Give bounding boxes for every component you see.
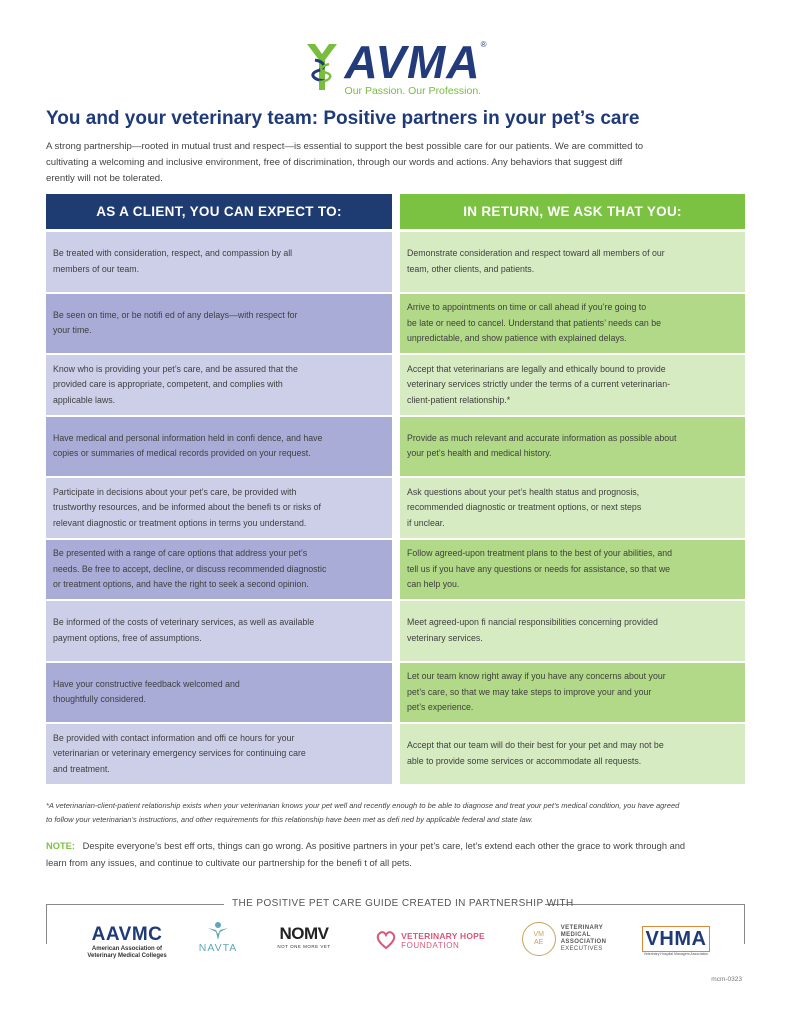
client-responsibilities-header: IN RETURN, WE ASK THAT YOU: (400, 194, 745, 229)
client-responsibility-cell (400, 478, 745, 538)
cell-line: needs. Be free to accept, decline, or discuss recommended diagnostic (53, 563, 327, 574)
vmae-line1: VETERINARY (560, 925, 604, 931)
table-row (46, 540, 745, 600)
vhma-sub: Veterinary Hospital Managers Association (643, 952, 709, 956)
navta-emblem-icon (205, 920, 231, 942)
partner-logos (72, 920, 732, 968)
navta-name: NAVTA (198, 942, 238, 954)
cell-line: Be presented with a range of care options that address your pet’s (53, 548, 308, 558)
aavmc-sub1: American Association of (91, 946, 163, 952)
cell-line: Meet agreed-upon fi nancial responsibilities concerning provided (407, 617, 658, 628)
client-responsibility-cell (400, 601, 745, 661)
cell-line: Accept that our team will do their best for your pet and may not be (407, 740, 664, 751)
vmae-line3: ASSOCIATION (560, 939, 607, 945)
cell-line: or treatment options, and have the right to seek a second opinion. (53, 579, 309, 589)
cell-line: pet’s care, so that we may take steps to improve your and your (407, 686, 652, 697)
cell-line: unpredictable, and show patience with explained delays. (407, 333, 627, 343)
heart-hands-icon (375, 930, 397, 950)
nomv-sub: NOT ONE MORE VET (277, 944, 331, 949)
vhf-line2: FOUNDATION (401, 940, 460, 950)
cell-line: your time. (53, 325, 92, 336)
navta-logo (190, 920, 246, 954)
vmae-line4: EXECUTIVES (560, 946, 603, 952)
cell-line: Provide as much relevant and accurate information as possible about (407, 432, 677, 443)
cell-line: Follow agreed-upon treatment plans to the best of your abilities, and (407, 548, 673, 558)
cell-line: be late or need to cancel. Understand that patients’ needs can be (407, 317, 661, 328)
cell-line: copies or summaries of medical records provided on your request. (53, 448, 311, 459)
cell-line: Be informed of the costs of veterinary services, as well as available (53, 617, 315, 628)
cell-line: and treatment. (53, 763, 110, 774)
vhma-logo (630, 926, 722, 956)
note-text: Despite everyone’s best eff orts, things can go wrong. As positive partners in your pet’s care, let’s extend each other the grace to work through and learn from any issues, and continue to cultivate our partnership for the benefi t of all pets. (46, 841, 686, 868)
client-expectation-cell (46, 540, 392, 600)
cell-line: Be provided with contact information and offi ce hours for your (53, 732, 295, 743)
aavmc-sub2: Veterinary Medical Colleges (87, 953, 167, 959)
client-responsibility-cell (400, 540, 745, 600)
aavmc-logo (72, 924, 182, 960)
cell-line: veterinarian or veterinary emergency services for continuing care (53, 748, 306, 758)
avma-logo (0, 36, 791, 97)
vmae-mark2: AE (534, 939, 544, 946)
logo-registered-mark: ® (480, 40, 487, 49)
note-paragraph (46, 838, 686, 872)
cell-line: Be seen on time, or be notifi ed of any delays—with respect for (53, 309, 298, 320)
table-row (46, 294, 745, 354)
vhma-name: VHMA (645, 928, 707, 950)
vmae-mark1: VM (533, 931, 544, 938)
client-expectation-cell (46, 355, 392, 415)
client-responsibility-cell (400, 294, 745, 354)
partners-heading: THE POSITIVE PET CARE GUIDE CREATED IN PARTNERSHIP WITH (232, 898, 574, 909)
caduceus-icon (305, 40, 339, 92)
cell-line: your pet’s health and medical history. (407, 448, 552, 459)
logo-tagline: Our Passion. Our Profession. (344, 85, 482, 97)
cell-line: payment options, free of assumptions. (53, 632, 202, 643)
logo-wordmark: AVMA (344, 36, 481, 88)
client-expectation-cell (46, 663, 392, 723)
client-expectation-cell (46, 294, 392, 354)
aavmc-name: AAVMC (91, 924, 163, 945)
cell-line: client-patient relationship.* (407, 394, 511, 405)
cell-line: Let our team know right away if you have any concerns about your (407, 671, 666, 681)
page-title: You and your veterinary team: Positive partners in your pet’s care (46, 108, 640, 129)
cell-line: Ask questions about your pet’s health status and prognosis, (407, 486, 640, 497)
cell-line: Know who is providing your pet’s care, and be assured that the (53, 363, 298, 374)
table-row (46, 478, 745, 538)
client-expectation-cell (46, 232, 392, 292)
client-responsibility-cell (400, 724, 745, 784)
cell-line: veterinary services strictly under the terms of a current veterinarian- (407, 379, 671, 389)
note-label: NOTE: (46, 841, 75, 851)
cell-line: Have your constructive feedback welcomed and (53, 678, 240, 689)
table-row (46, 724, 745, 784)
cell-line: applicable laws. (53, 394, 116, 405)
cell-line: team, other clients, and patients. (407, 263, 535, 274)
expectations-table (46, 232, 745, 786)
cell-line: provided care is appropriate, competent, and complies with (53, 379, 283, 389)
client-expectation-cell (46, 417, 392, 477)
vcpr-footnote: *A veterinarian-client-patient relationship exists when your veterinarian knows your pet well and recently enough to be able to diagnose and treat your pet’s medical condition, you have agreed to follow your veterinarian’s instructions, and other requirements for this relationship have been met as defi ned by applicable federal and state law. (46, 801, 680, 824)
cell-line: Accept that veterinarians are legally and ethically bound to provide (407, 363, 666, 374)
client-expectations-header: AS A CLIENT, YOU CAN EXPECT TO: (46, 194, 392, 229)
nomv-name: NOMV (279, 924, 329, 943)
cell-line: veterinary services. (407, 632, 483, 643)
cell-line: if unclear. (407, 517, 445, 528)
cell-line: recommended diagnostic or treatment options, or next steps (407, 502, 642, 512)
cell-line: able to provide some services or accommodate all requests. (407, 755, 642, 766)
intro-paragraph: A strong partnership—rooted in mutual trust and respect—is essential to support the best possible care for our patients. We are committed to cultivating a welcoming and inclusive environment, free of discrimination, through our words and actions. Any behaviors that suggest diff erently will not be tolerated. (46, 141, 644, 184)
client-expectation-cell (46, 724, 392, 784)
cell-line: members of our team. (53, 263, 140, 274)
vmae-logo (514, 922, 614, 956)
client-expectation-cell (46, 601, 392, 661)
nomv-logo (268, 924, 340, 949)
document-code: mcm-0323 (711, 976, 742, 983)
client-responsibility-cell (400, 417, 745, 477)
cell-line: can help you. (407, 579, 460, 589)
cell-line: pet’s experience. (407, 702, 474, 712)
cell-line: trustworthy resources, and be informed about the benefi ts or risks of (53, 502, 321, 512)
vmae-line2: MEDICAL (560, 932, 591, 938)
cell-line: tell us if you have any questions or needs for assistance, so that we (407, 563, 671, 574)
table-row (46, 232, 745, 292)
client-responsibility-cell (400, 663, 745, 723)
vhf-line1: VETERINARY HOPE (401, 930, 485, 941)
veterinary-hope-foundation-logo (366, 930, 494, 950)
cell-line: Participate in decisions about your pet’s care, be provided with (53, 486, 297, 497)
table-row (46, 355, 745, 415)
cell-line: Have medical and personal information held in confi dence, and have (53, 432, 323, 443)
table-row (46, 663, 745, 723)
cell-line: thoughtfully considered. (53, 694, 146, 705)
cell-line: relevant diagnostic or treatment options in terms you understand. (53, 517, 307, 528)
client-expectation-cell (46, 478, 392, 538)
client-responsibility-cell (400, 232, 745, 292)
cell-line: Be treated with consideration, respect, and compassion by all (53, 248, 293, 259)
cell-line: Arrive to appointments on time or call ahead if you’re going to (407, 302, 647, 312)
cell-line: Demonstrate consideration and respect toward all members of our (407, 248, 665, 259)
vmae-emblem (522, 922, 556, 956)
table-row (46, 417, 745, 477)
vhma-box (642, 926, 711, 952)
client-responsibility-cell (400, 355, 745, 415)
table-row (46, 601, 745, 661)
